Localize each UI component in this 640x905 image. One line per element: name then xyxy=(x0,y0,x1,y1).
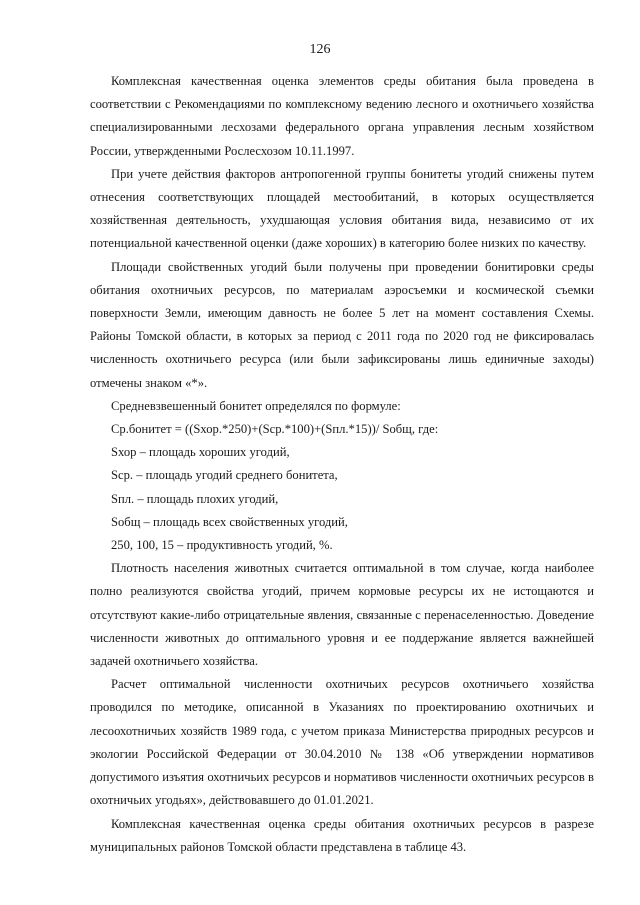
paragraph-population-density: Плотность населения животных считается оптимальной в том случае, когда наиболее полно реализуются свойства угодий, причем кормовые ресурсы их не истощаются и отсутствуют какие-либо отрицательные явления, связанные с перенаселенностью. Доведение численности животных до оптимального уровня и ее поддержание является важнейшей задачей охотничьего хозяйства. xyxy=(90,561,594,669)
paragraph-assessment-basis: Комплексная качественная оценка элементов среды обитания была проведена в соответствии с Рекомендациями по комплексному ведению лесного и охотничьего хозяйства специализированными лесхозами федерального органа управления лесным хозяйством России, утвержденными Рослесхозом 10.11.1997. xyxy=(90,74,594,158)
formula-productivity: 250, 100, 15 – продуктивность угодий, %. xyxy=(111,538,333,553)
formula-variable-good: Sхор – площадь хороших угодий, xyxy=(111,445,290,460)
paragraph-table-reference: Комплексная качественная оценка среды обитания охотничьих ресурсов в разрезе муниципальных районов Томской области представлена в таблице 43. xyxy=(90,816,594,854)
formula-variable-poor: Sпл. – площадь плохих угодий, xyxy=(111,491,279,506)
page-number: 126 xyxy=(309,42,331,57)
paragraph-anthropogenic-factors: При учете действия факторов антропогенной группы бонитеты угодий снижены путем отнесения соответствующих площадей местообитаний, в которых осуществляется хозяйственная деятельность, ухудшающая условия обитания вида, независимо от их потенциальной качественной оценки (даже хороших) в категорию более низких по качеству. xyxy=(90,166,594,251)
paragraph-optimal-calculation: Расчет оптимальной численности охотничьих ресурсов охотничьего хозяйства проводился по методике, описанной в Указаниях по проектированию охотничьих и лесоохотничьих хозяйств 1989 года, с учетом приказа Министерства природных ресурсов и экологии Российской Федерации от 30.04.2010 № 138 «Об утверждении нормативов допустимого изъятия охотничьих ресурсов и нормативов численности охотничьих ресурсов в охотничьих угодьях», действовавшего до 01.01.2021. xyxy=(90,677,594,808)
paragraph-formula-intro: Средневзвешенный бонитет определялся по формуле: xyxy=(111,398,401,413)
document-body xyxy=(90,70,594,859)
formula-line: Ср.бонитет = ((Sхор.*250)+(Scp.*100)+(Sпл.*15))/ Sобщ, где: xyxy=(111,422,439,437)
paragraph-habitat-areas: Площади свойственных угодий были получены при проведении бонитировки среды обитания охотничьих ресурсов, по материалам аэросъемки и космической съемки поверхности Земли, имеющим давность не более 5 лет на момент составления Схемы. Районы Томской области, в которых за период с 2011 года по 2020 год не фиксировалась численность охотничьего ресурса (или были зафиксированы лишь единичные заходы) отмечены знаком «*». xyxy=(90,259,594,390)
formula-variable-total: Sобщ – площадь всех свойственных угодий, xyxy=(111,514,348,529)
formula-variable-medium: Scp. – площадь угодий среднего бонитета, xyxy=(111,468,338,483)
